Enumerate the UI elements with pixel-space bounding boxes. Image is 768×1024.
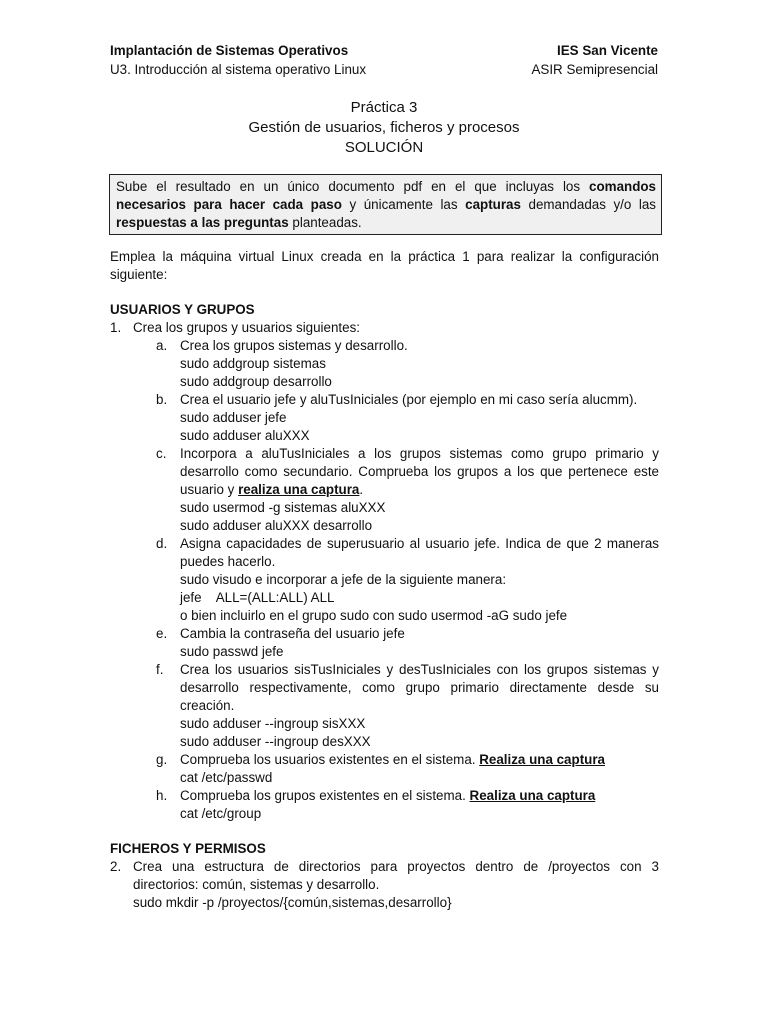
header-school: IES San Vicente bbox=[557, 43, 658, 58]
command-line: sudo adduser --ingroup sisXXX bbox=[180, 716, 366, 731]
notice-text: Sube el resultado en un único documento pdf en el que incluyas los bbox=[116, 179, 590, 194]
notice-line-1 bbox=[116, 178, 656, 196]
subitem-letter: a. bbox=[156, 338, 168, 353]
subitem-text: Crea el usuario jefe y aluTusIniciales (por ejemplo en mi caso sería alucmm). bbox=[180, 392, 638, 407]
command-line: cat /etc/passwd bbox=[180, 770, 273, 785]
subitem-text-part: Comprueba los grupos existentes en el sistema. bbox=[180, 788, 470, 803]
practice-title: Práctica 3 bbox=[350, 99, 418, 116]
subitem-letter: g. bbox=[156, 752, 168, 767]
subitem-text: Incorpora a aluTusIniciales a los grupos sistemas como grupo primario y bbox=[180, 446, 659, 461]
intro-line-2: siguiente: bbox=[110, 267, 168, 282]
command-line: cat /etc/group bbox=[180, 806, 262, 821]
notice-text: planteadas. bbox=[288, 215, 362, 230]
subitem-text-part: usuario y bbox=[180, 482, 239, 497]
subitem-text bbox=[180, 751, 659, 769]
intro-line-1: Emplea la máquina virtual Linux creada en la práctica 1 para realizar la configuración bbox=[110, 249, 659, 264]
subitem-text: Asigna capacidades de superusuario al usuario jefe. Indica de que 2 maneras bbox=[180, 536, 659, 551]
item-text: directorios: común, sistemas y desarrollo. bbox=[133, 877, 380, 892]
subitem-letter: d. bbox=[156, 536, 168, 551]
command-line: sudo adduser --ingroup desXXX bbox=[180, 734, 371, 749]
subitem-text: Cambia la contraseña del usuario jefe bbox=[180, 626, 405, 641]
item-text: Crea los grupos y usuarios siguientes: bbox=[133, 320, 361, 335]
notice-bold: respuestas a las preguntas bbox=[116, 215, 289, 230]
command-line: sudo addgroup sistemas bbox=[180, 356, 326, 371]
notice-text: y únicamente las bbox=[341, 197, 466, 212]
subitem-text: o bien incluirlo en el grupo sudo con sudo usermod -aG sudo jefe bbox=[180, 608, 568, 623]
subitem-text: puedes hacerlo. bbox=[180, 554, 276, 569]
command-line: sudo adduser jefe bbox=[180, 410, 287, 425]
capture-highlight: Realiza una captura bbox=[479, 752, 605, 767]
subitem-text bbox=[180, 787, 659, 805]
command-line: sudo mkdir -p /proyectos/{común,sistemas,desarrollo} bbox=[133, 895, 452, 910]
subitem-letter: h. bbox=[156, 788, 168, 803]
instructions-box bbox=[109, 174, 662, 235]
subitem-text: desarrollo como secundario. Comprueba los grupos a los que pertenece este bbox=[180, 464, 659, 479]
header-program: ASIR Semipresencial bbox=[531, 62, 658, 77]
command-line: sudo addgroup desarrollo bbox=[180, 374, 332, 389]
notice-line-3 bbox=[116, 214, 656, 232]
notice-line-2 bbox=[116, 196, 656, 214]
capture-highlight: realiza una captura bbox=[238, 482, 360, 497]
section-heading-users: USUARIOS Y GRUPOS bbox=[110, 302, 255, 317]
subitem-text: Crea los grupos sistemas y desarrollo. bbox=[180, 338, 408, 353]
header-unit: U3. Introducción al sistema operativo Linux bbox=[110, 62, 367, 77]
command-line: sudo adduser aluXXX bbox=[180, 428, 310, 443]
practice-subtitle: Gestión de usuarios, ficheros y procesos bbox=[248, 119, 520, 136]
item-number: 2. bbox=[110, 859, 122, 874]
notice-text: demandadas y/o las bbox=[520, 197, 656, 212]
notice-bold: necesarios para hacer cada paso bbox=[116, 197, 342, 212]
subitem-text: desarrollo respectivamente, como grupo primario directamente desde su bbox=[180, 680, 659, 695]
command-line: sudo passwd jefe bbox=[180, 644, 284, 659]
subitem-text: Crea los usuarios sisTusIniciales y desTusIniciales con los grupos sistemas y bbox=[180, 662, 659, 677]
subitem-text-part: Comprueba los usuarios existentes en el sistema. bbox=[180, 752, 480, 767]
notice-bold: capturas bbox=[465, 197, 521, 212]
subitem-letter: f. bbox=[156, 662, 164, 677]
capture-highlight: Realiza una captura bbox=[469, 788, 596, 803]
solution-label: SOLUCIÓN bbox=[344, 139, 424, 156]
command-line: sudo adduser aluXXX desarrollo bbox=[180, 518, 373, 533]
item-text: Crea una estructura de directorios para proyectos dentro de /proyectos con 3 bbox=[133, 859, 659, 874]
subitem-letter: e. bbox=[156, 626, 168, 641]
section-heading-files: FICHEROS Y PERMISOS bbox=[110, 841, 266, 856]
notice-bold: comandos bbox=[589, 179, 656, 194]
subitem-text-part: . bbox=[359, 482, 364, 497]
header-course: Implantación de Sistemas Operativos bbox=[110, 43, 349, 58]
subitem-letter: c. bbox=[156, 446, 167, 461]
command-line: sudo usermod -g sistemas aluXXX bbox=[180, 500, 386, 515]
subitem-text: sudo visudo e incorporar a jefe de la siguiente manera: bbox=[180, 572, 507, 587]
subitem-text bbox=[180, 481, 659, 499]
item-number: 1. bbox=[110, 320, 122, 335]
subitem-letter: b. bbox=[156, 392, 168, 407]
command-line: jefe ALL=(ALL:ALL) ALL bbox=[180, 590, 335, 605]
subitem-text: creación. bbox=[180, 698, 235, 713]
